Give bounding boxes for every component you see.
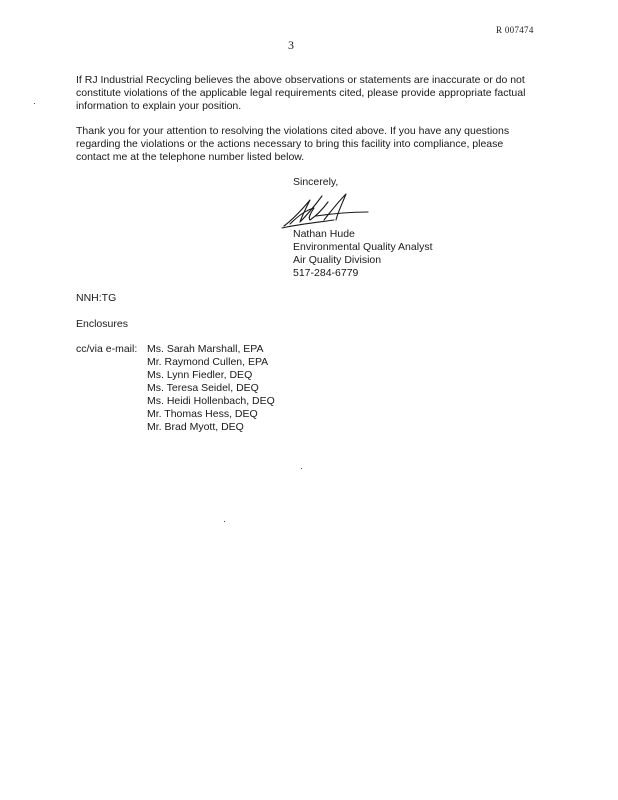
paragraph-line: constitute violations of the applicable legal requirements cited, please provide appropriate factual (76, 87, 526, 99)
paragraph-line: regarding the violations or the actions necessary to bring this facility into compliance, please (76, 138, 504, 150)
cc-recipient: Ms. Teresa Seidel, DEQ (147, 382, 259, 394)
paragraph-line: Thank you for your attention to resolving the violations cited above. If you have any questions (76, 125, 510, 137)
signature-block (293, 228, 432, 280)
paragraph-line: contact me at the telephone number listed below. (76, 151, 305, 163)
cc-recipient: Ms. Heidi Hollenbach, DEQ (147, 395, 275, 407)
cc-recipient: Ms. Sarah Marshall, EPA (147, 343, 264, 355)
page-number: 3 (288, 38, 294, 52)
signer-title: Environmental Quality Analyst (293, 241, 433, 253)
scan-speck (301, 468, 302, 469)
cc-recipient: Ms. Lynn Fiedler, DEQ (147, 369, 253, 381)
enclosures-note: Enclosures (76, 318, 128, 330)
typist-initials: NNH:TG (76, 292, 117, 304)
closing-salutation: Sincerely, (293, 176, 339, 188)
signer-name: Nathan Hude (293, 228, 355, 240)
cc-recipient: Mr. Brad Myott, DEQ (147, 421, 244, 433)
cc-label: cc/via e-mail: (76, 343, 138, 355)
scan-speck (34, 103, 35, 104)
scan-speck (224, 521, 225, 522)
handwritten-signature (280, 190, 372, 232)
paragraph-thank-you (76, 125, 556, 164)
signer-division: Air Quality Division (293, 254, 382, 266)
cc-recipient: Mr. Raymond Cullen, EPA (147, 356, 269, 368)
paragraph-line: If RJ Industrial Recycling believes the above observations or statements are inaccurate or do not (76, 74, 525, 86)
paragraph-line: information to explain your position. (76, 100, 242, 112)
bates-number: R 007474 (496, 25, 534, 35)
cc-recipient: Mr. Thomas Hess, DEQ (147, 408, 258, 420)
signer-phone: 517-284-6779 (293, 267, 359, 279)
paragraph-position-request (76, 74, 556, 113)
cc-recipient-list (147, 343, 275, 434)
